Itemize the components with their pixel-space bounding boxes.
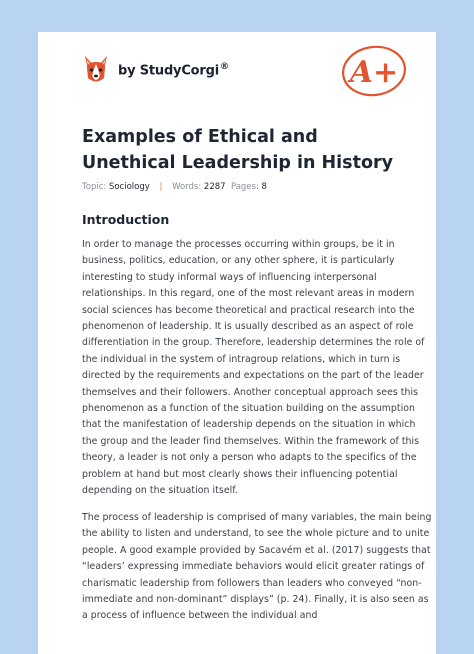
corgi-logo-icon [82,54,110,86]
topic-label: Topic: [82,182,107,192]
body-paragraph: In order to manage the processes occurring within groups, be it in business, politics, education, or any other sphere, it is particularly interesting to study informal ways of influencing interpersonal relationships. In this regard, one of the most relevant areas in modern social sciences has become theoretical and practical research into the phenomenon of leadership. It is usually described as an aspect of role differentiation in the group. Therefore, leadership determines the role of the individual in the system of intragroup relations, which in turn is directed by the requirements and expectations on the part of the leader themselves and their followers. Another conceptual approach sees this phenomenon as a function of the situation building on the assumption that the manifestation of leadership depends on the situation in which the group and the leader find themselves. Within the framework of this theory, a leader is not only a person who adapts to the specifics of the problem at hand but most clearly shows their influencing potential depending on the situation itself. [82,239,425,497]
document-meta [82,182,267,192]
brand[interactable] [82,52,229,88]
topic-value[interactable]: Sociology [108,182,150,192]
words-value: 2287 [203,182,226,192]
pages-label: Pages: [230,182,259,192]
body-paragraph: The process of leadership is comprised of many variables, the main being the ability to listen and understand, to see the whole picture and to unite people. A good example provided by Sacavém et al. (2017) suggests that “leaders’ expressing immediate behaviors would elicit greater ratings of charismatic leadership from followers than leaders who conveyed “non-immediate and non-dominant” displays” (p. 24). Finally, it is also seen as a process of influence between the individual and [82,512,432,622]
document-page [38,32,436,654]
words-label: Words: [172,182,202,192]
page-title: Examples of Ethical and Unethical Leadership in History [82,127,394,173]
section-heading: Introduction [82,212,170,227]
svg-text:A+: A+ [349,55,399,90]
brand-name: by StudyCorgi® [118,61,229,79]
a-plus-grade-icon [338,42,412,98]
meta-separator: | [159,182,163,192]
pages-value: 8 [261,182,267,192]
